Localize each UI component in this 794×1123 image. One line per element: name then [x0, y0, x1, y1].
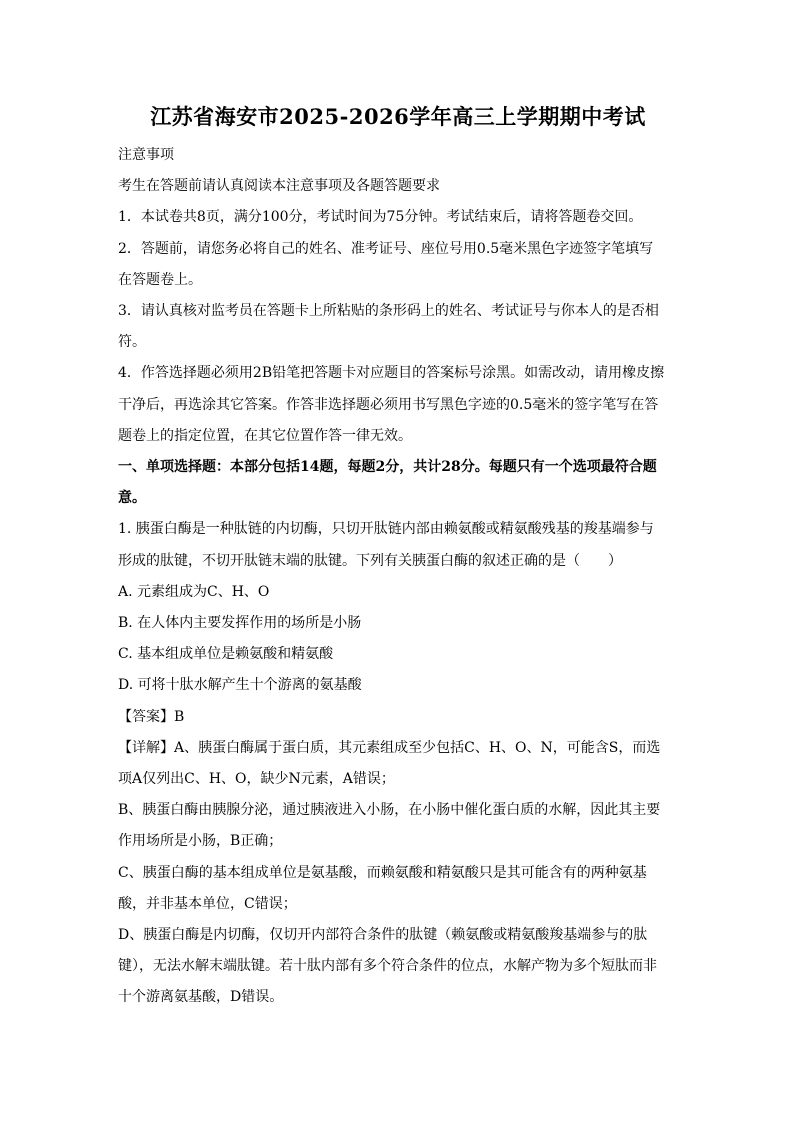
- notice-item-2: 2．答题前，请您务必将自己的姓名、准考证号、座位号用0.5毫米黑色字迹签字笔填写在答题卷上。: [118, 240, 654, 288]
- option-d: D. 可将十肽水解产生十个游离的氨基酸: [118, 677, 362, 694]
- answer: 【答案】B: [118, 708, 185, 725]
- exam-page: [118, 102, 678, 1014]
- explanation-c: C、胰蛋白酶的基本组成单位是氨基酸，而赖氨酸和精氨酸只是其可能含有的两种氨基酸，并非基本单位，C错误；: [118, 864, 647, 912]
- explanation-a: 【详解】A、胰蛋白酶属于蛋白质，其元素组成至少包括C、H、O、N，可能含S，而选项A仅列出C、H、O，缺少N元素，A错误；: [118, 739, 661, 788]
- explanation-d: D、胰蛋白酶是内切酶，仅切开内部符合条件的肽键（赖氨酸或精氨酸羧基端参与的肽键），无法水解末端肽键。若十肽内部有多个符合条件的位点，水解产物为多个短肽而非十个游离氨基酸，D错误。: [118, 927, 657, 1006]
- notice-item-4: 4．作答选择题必须用2B铅笔把答题卡对应题目的答案标号涂黑。如需改动，请用橡皮擦干净后，再选涂其它答案。作答非选择题必须用书写黑色字迹的0.5毫米的签字笔写在答题卷上的指定位置，在其它位置作答一律无效。: [118, 365, 665, 444]
- option-c: C. 基本组成单位是赖氨酸和精氨酸: [118, 646, 334, 663]
- option-b: B. 在人体内主要发挥作用的场所是小肠: [118, 615, 362, 632]
- notice-intro: 考生在答题前请认真阅读本注意事项及各题答题要求: [118, 178, 440, 195]
- notice-item-1: 1．本试卷共8页，满分100分，考试时间为75分钟。考试结束后，请将答题卷交回。: [118, 209, 643, 226]
- option-a: A. 元素组成为C、H、O: [118, 583, 270, 600]
- explanation-b: B、胰蛋白酶由胰腺分泌，通过胰液进入小肠，在小肠中催化蛋白质的水解，因此其主要作用场所是小肠，B正确；: [118, 802, 661, 850]
- notice-item-3: 3．请认真核对监考员在答题卡上所粘贴的条形码上的姓名、考试证号与你本人的是否相符。: [118, 303, 659, 351]
- question-stem: 1. 胰蛋白酶是一种肽链的内切酶，只切开肽链内部由赖氨酸或精氨酸残基的羧基端参与形成的肽键，不切开肽链末端的肽键。下列有关胰蛋白酶的叙述正确的是（ ）: [118, 521, 654, 569]
- section-heading: 一、单项选择题：本部分包括14题，每题2分，共计28分。每题只有一个选项最符合题意。: [118, 459, 657, 507]
- notice-heading: 注意事项: [118, 147, 174, 163]
- page-title: 江苏省海安市2025-2026学年高三上学期期中考试: [150, 104, 646, 129]
